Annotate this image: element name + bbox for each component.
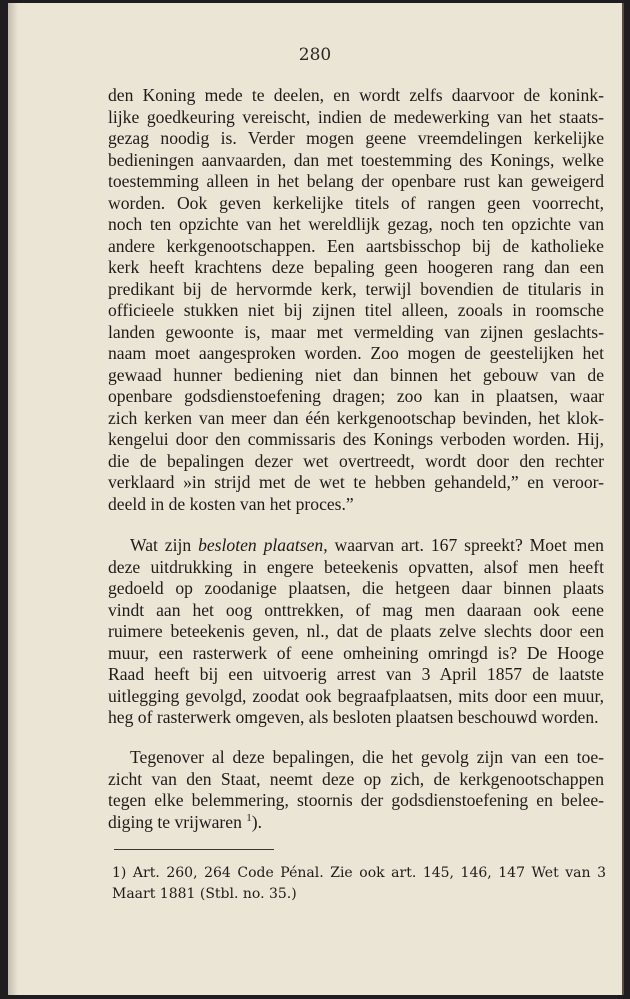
text-line: naam moet aangesproken worden. Zoo mogen de geestelijken het: [108, 343, 604, 363]
emphasis-text: besloten plaatsen,: [198, 535, 328, 555]
text-line: gewaad hunner bediening niet dan binnen het gebouw van de: [108, 364, 604, 385]
text-line: toestemming alleen in het belang der openbare rust kan geweigerd: [108, 171, 604, 191]
footnote-divider: [114, 849, 274, 850]
text-line: vindt aan het oog onttrekken, of mag men daaraan ook eene: [108, 599, 604, 620]
text-line: die de bepalingen dezer wet overtreedt, wordt door den rechter: [108, 450, 604, 471]
page-number: 280: [298, 45, 332, 65]
paragraph-3: [108, 747, 604, 833]
text-line: predikant bij de hervormde kerk, terwijl bovendien de titularis in: [108, 278, 604, 299]
footnote-marker: 1: [112, 865, 121, 881]
text-run: ).: [251, 811, 263, 832]
text-line: gezag noodig is. Verder mogen geene vreemdelingen kerkelijke: [108, 128, 604, 148]
text-line: bedieningen aanvaarden, dan met toestemming des Konings, welke: [108, 149, 604, 170]
text-line: noch ten opzichte van het wereldlijk gezag, noch ten opzichte van: [108, 214, 604, 234]
text-line: ruimere beteekenis geven, nl., dat de plaats zelve slechts door een: [108, 621, 604, 641]
text-line: landen gewoonte is, maar met vermelding van zijnen geslachts-: [108, 321, 604, 342]
text-line: deeld in de kosten van het proces.”: [108, 493, 354, 514]
text-line: kerk heeft krachtens deze bepaling geen hoogeren rang dan een: [108, 257, 604, 277]
text-line: Tegenover al deze bepalingen, die het gevolg zijn van een toe-: [130, 747, 604, 767]
text-line: openbare godsdienstoefening dragen; zoo kan in plaatsen, waar: [108, 386, 604, 406]
footnote-line: Maart 1881 (Stbl. no. 35.): [112, 886, 297, 902]
text-line-first: [108, 535, 604, 557]
text-line: zich kerken van meer dan één kerkgenootschap bevinden, het klok-: [108, 407, 604, 428]
text-line: andere kerkgenootschappen. Een aartsbisschop bij de katholieke: [108, 235, 604, 256]
text-line: zicht van den Staat, neemt deze op zich, de kerkgenootschappen: [108, 768, 604, 789]
text-line: gedoeld op zoodanige plaatsen, die hetgeen daar binnen plaats: [108, 578, 604, 598]
text-line: worden. Ook geven kerkelijke titels of rangen geen voorrecht,: [108, 192, 604, 213]
text-line: deze uitdrukking in engere beteekenis opvatten, alsof men heeft: [108, 556, 604, 577]
text-line: lijke goedkeuring vereischt, indien de medewerking van het staats-: [108, 106, 604, 127]
text-line: muur, een rasterwerk of eene omheining omringd is? De Hooge: [108, 642, 604, 663]
page-gutter-shadow: [8, 3, 18, 995]
footnote-reference[interactable]: 1: [246, 811, 252, 824]
paragraph-1: [108, 85, 604, 515]
text-run: ) Art. 260, 264 Code Pénal. Zie ook art. 145, 146, 147 Wet van 3: [120, 865, 606, 881]
text-line: kengelui door den commissaris des Konings verboden worden. Hij,: [108, 429, 604, 449]
text-line: verklaard »in strijd met de wet te hebben gehandeld,” en veroor-: [108, 472, 604, 492]
text-line: officieele stukken niet bij zijnen titel alleen, zooals in roomsche: [108, 300, 604, 320]
book-page: [8, 3, 624, 995]
text-line: Raad heeft bij een uitvoerig arrest van 3 April 1857 de laatste: [108, 664, 604, 684]
text-line: heg of rasterwerk omgeven, als besloten plaatsen beschouwd worden.: [108, 707, 599, 727]
footnote: [112, 863, 606, 905]
text-line-last: [108, 812, 604, 834]
text-run: waarvan art. 167 spreekt? Moet men: [327, 535, 604, 555]
text-line: tegen elke belemmering, stoornis der godsdienstoefening en belee-: [108, 790, 604, 810]
text-run: diging te vrijwaren: [108, 811, 247, 832]
footnote-line: [112, 863, 606, 884]
text-line: den Koning mede te deelen, en wordt zelfs daarvoor de konink-: [108, 85, 604, 105]
text-run: Wat zijn: [130, 535, 199, 555]
text-line: uitlegging gevolgd, zoodat ook begraafplaatsen, mits door een muur,: [108, 685, 604, 706]
paragraph-2: [108, 535, 604, 729]
